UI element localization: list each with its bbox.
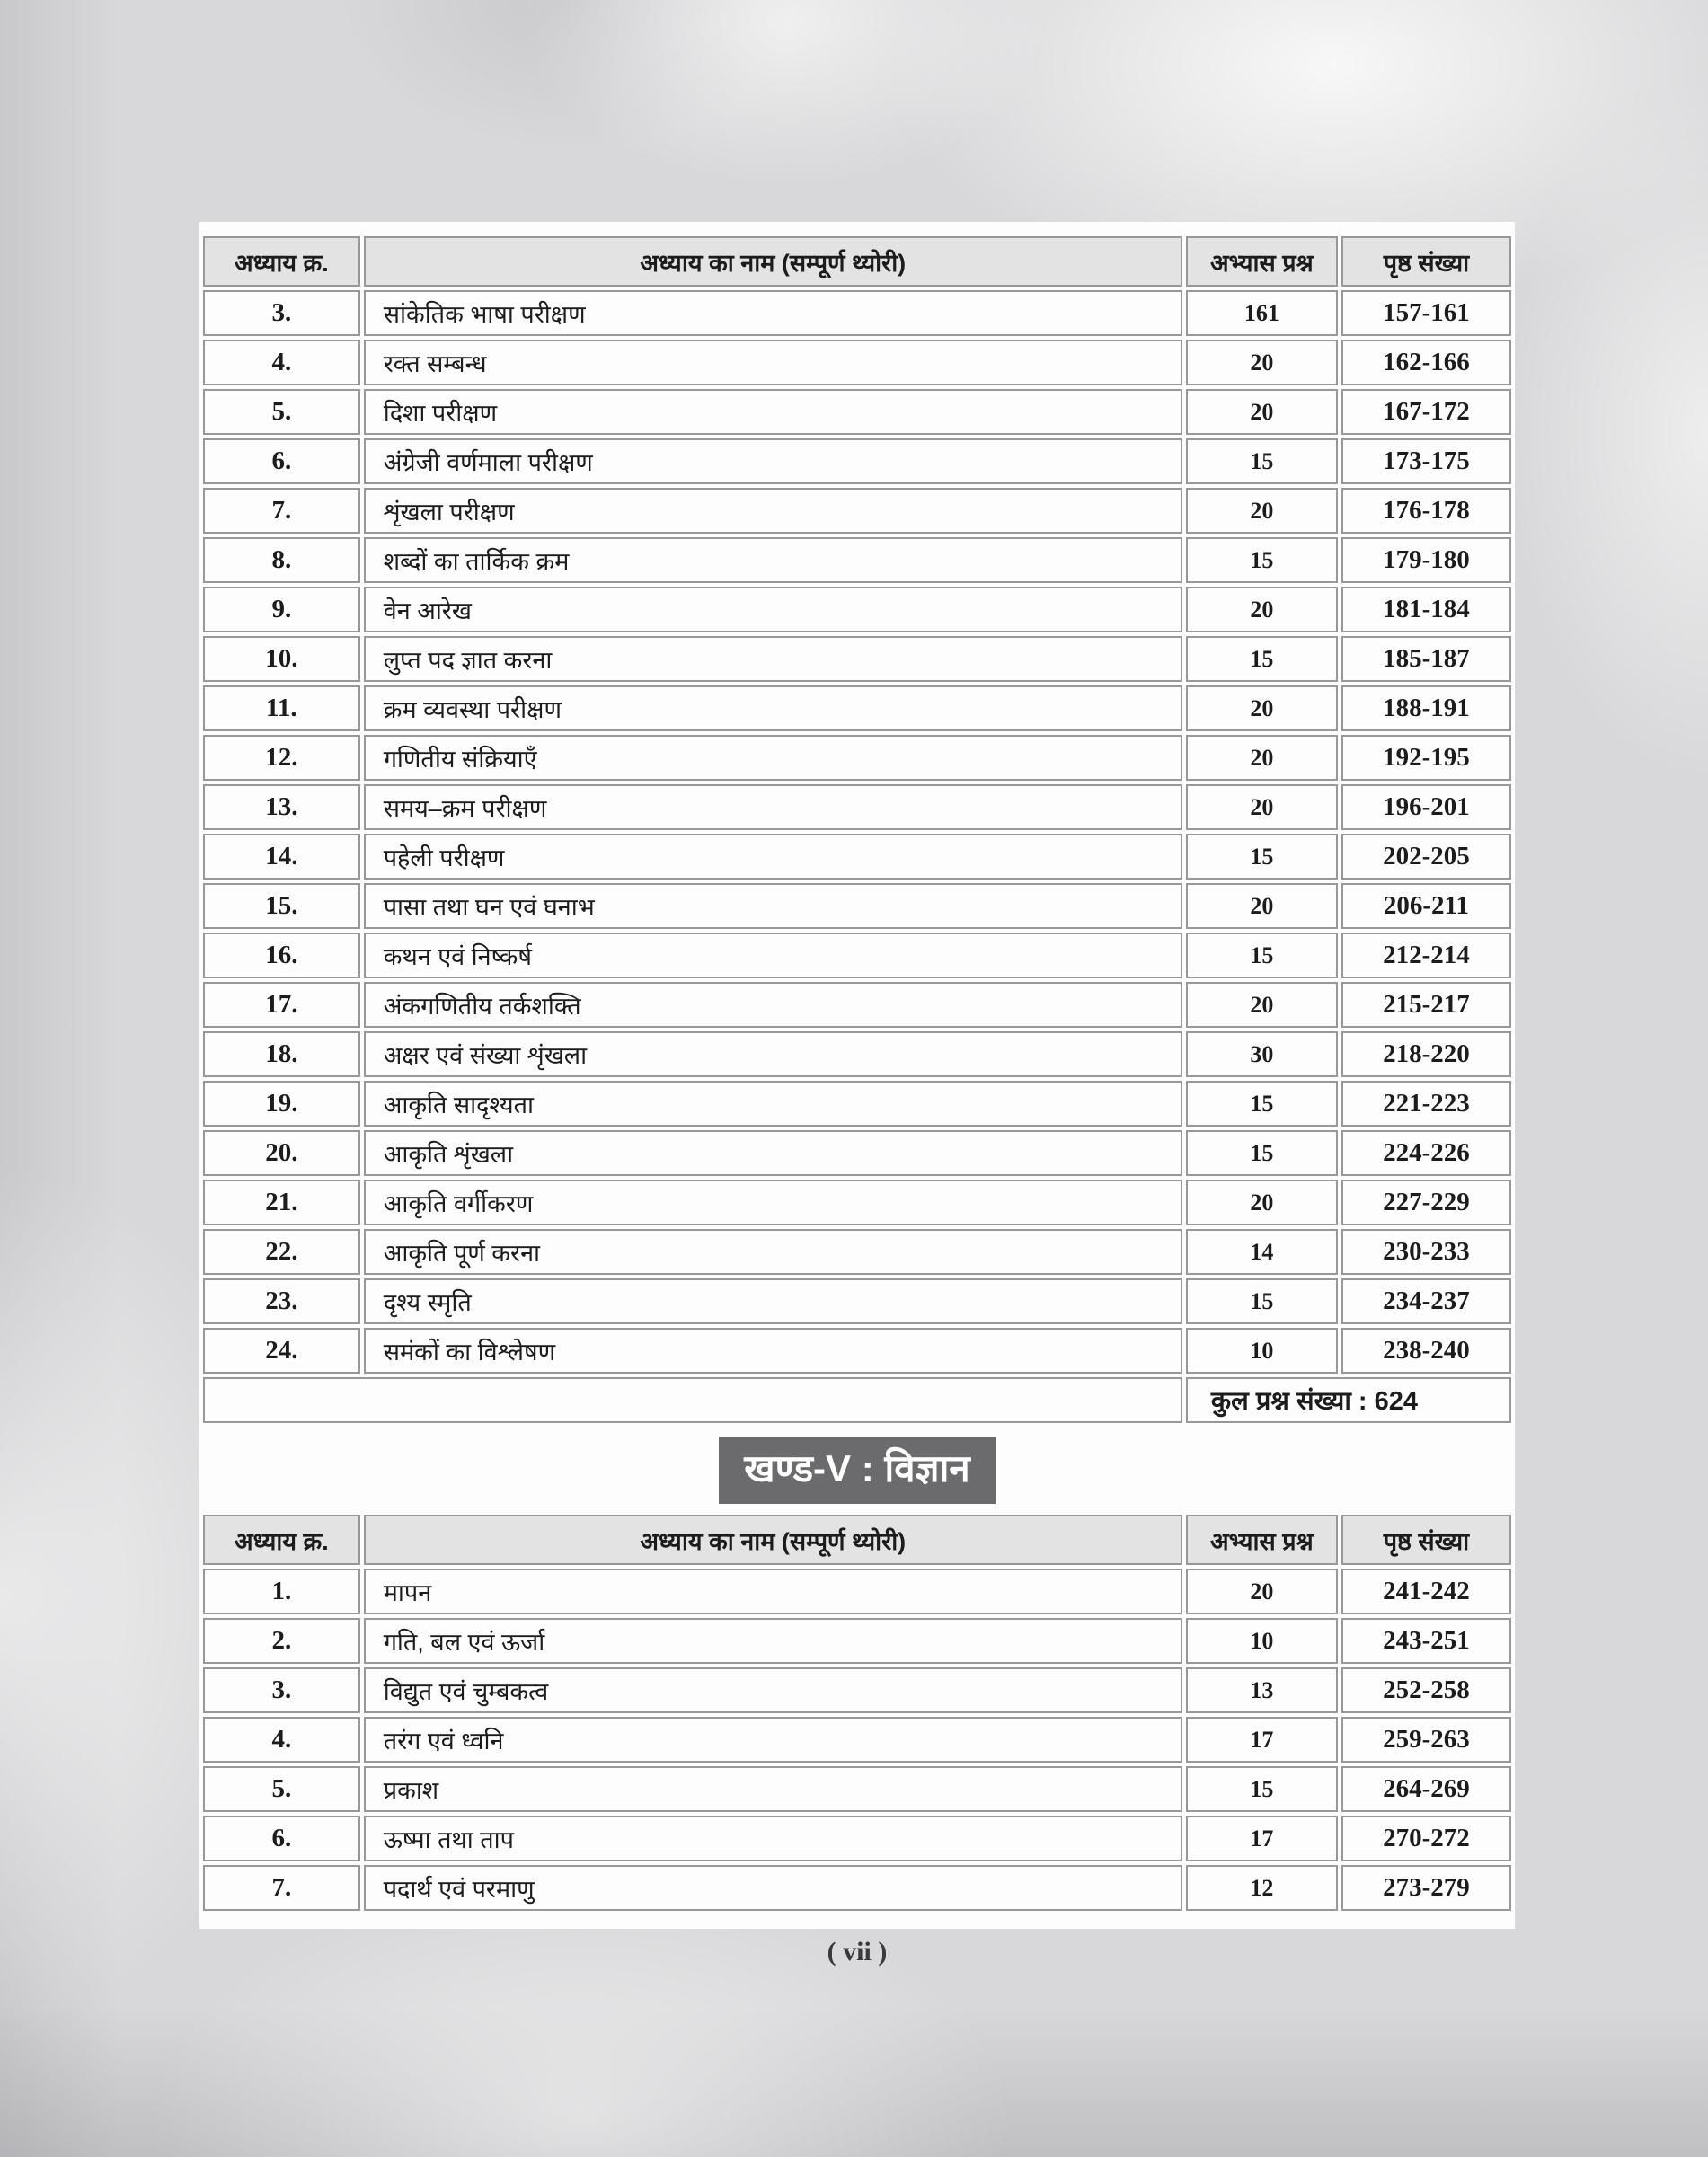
header-row bbox=[203, 236, 1511, 287]
chapter-number-cell: 24. bbox=[203, 1328, 360, 1374]
table-row bbox=[203, 784, 1511, 830]
chapter-name-cell: पदार्थ एवं परमाणु bbox=[364, 1865, 1182, 1911]
chapter-name-cell: समय–क्रम परीक्षण bbox=[364, 784, 1182, 830]
page-range-cell: 241-242 bbox=[1341, 1569, 1511, 1614]
practice-questions-cell: 20 bbox=[1186, 1180, 1338, 1225]
table-row bbox=[203, 340, 1511, 385]
practice-questions-cell: 20 bbox=[1186, 488, 1338, 534]
table-row bbox=[203, 1667, 1511, 1713]
chapter-name-cell: विद्युत एवं चुम्बकत्व bbox=[364, 1667, 1182, 1713]
chapter-name-cell: गति, बल एवं ऊर्जा bbox=[364, 1618, 1182, 1664]
practice-questions-cell: 15 bbox=[1186, 537, 1338, 583]
practice-questions-cell: 15 bbox=[1186, 1766, 1338, 1812]
practice-questions-cell: 20 bbox=[1186, 1569, 1338, 1614]
practice-questions-cell: 20 bbox=[1186, 982, 1338, 1028]
table-row bbox=[203, 290, 1511, 336]
page-range-cell: 215-217 bbox=[1341, 982, 1511, 1028]
table-row bbox=[203, 1081, 1511, 1127]
table-row bbox=[203, 537, 1511, 583]
page-range-cell: 273-279 bbox=[1341, 1865, 1511, 1911]
table-row bbox=[203, 1766, 1511, 1812]
column-header-practice-questions: अभ्यास प्रश्न bbox=[1186, 236, 1338, 287]
table-row bbox=[203, 1229, 1511, 1275]
chapter-name-cell: पासा तथा घन एवं घनाभ bbox=[364, 883, 1182, 929]
practice-questions-cell: 20 bbox=[1186, 389, 1338, 435]
practice-questions-cell: 13 bbox=[1186, 1667, 1338, 1713]
practice-questions-cell: 17 bbox=[1186, 1816, 1338, 1861]
practice-questions-cell: 20 bbox=[1186, 685, 1338, 731]
page-range-cell: 162-166 bbox=[1341, 340, 1511, 385]
chapter-number-cell: 20. bbox=[203, 1130, 360, 1176]
table-row bbox=[203, 636, 1511, 682]
chapter-number-cell: 14. bbox=[203, 834, 360, 880]
total-row bbox=[203, 1377, 1511, 1423]
practice-questions-cell: 15 bbox=[1186, 933, 1338, 978]
chapter-name-cell: ऊष्मा तथा ताप bbox=[364, 1816, 1182, 1861]
chapter-number-cell: 6. bbox=[203, 1816, 360, 1861]
practice-questions-cell: 20 bbox=[1186, 587, 1338, 632]
chapter-name-cell: दृश्य स्मृति bbox=[364, 1278, 1182, 1324]
page-range-cell: 238-240 bbox=[1341, 1328, 1511, 1374]
page-range-cell: 196-201 bbox=[1341, 784, 1511, 830]
practice-questions-cell: 15 bbox=[1186, 1130, 1338, 1176]
practice-questions-cell: 10 bbox=[1186, 1618, 1338, 1664]
page-number-footer: ( vii ) bbox=[827, 1937, 888, 1967]
page-range-cell: 234-237 bbox=[1341, 1278, 1511, 1324]
chapter-number-cell: 6. bbox=[203, 438, 360, 484]
table-row bbox=[203, 685, 1511, 731]
column-header-chapter-name: अध्याय का नाम (सम्पूर्ण थ्योरी) bbox=[364, 1515, 1182, 1565]
chapter-name-cell: दिशा परीक्षण bbox=[364, 389, 1182, 435]
practice-questions-cell: 15 bbox=[1186, 438, 1338, 484]
reasoning-table-body bbox=[203, 290, 1511, 1374]
science-toc-table bbox=[199, 1511, 1515, 1914]
chapter-name-cell: अंकगणितीय तर्कशक्ति bbox=[364, 982, 1182, 1028]
chapter-number-cell: 18. bbox=[203, 1031, 360, 1077]
page-range-cell: 179-180 bbox=[1341, 537, 1511, 583]
practice-questions-cell: 14 bbox=[1186, 1229, 1338, 1275]
table-row bbox=[203, 488, 1511, 534]
practice-questions-cell: 15 bbox=[1186, 1278, 1338, 1324]
practice-questions-cell: 15 bbox=[1186, 1081, 1338, 1127]
science-table-header bbox=[203, 1515, 1511, 1565]
total-row-spacer-cell bbox=[203, 1377, 1182, 1423]
chapter-number-cell: 3. bbox=[203, 1667, 360, 1713]
practice-questions-cell: 15 bbox=[1186, 636, 1338, 682]
page-range-cell: 264-269 bbox=[1341, 1766, 1511, 1812]
table-row bbox=[203, 933, 1511, 978]
chapter-name-cell: गणितीय संक्रियाएँ bbox=[364, 735, 1182, 781]
table-row bbox=[203, 1031, 1511, 1077]
page-range-cell: 176-178 bbox=[1341, 488, 1511, 534]
column-header-practice-questions: अभ्यास प्रश्न bbox=[1186, 1515, 1338, 1565]
chapter-number-cell: 5. bbox=[203, 1766, 360, 1812]
column-header-page-numbers: पृष्ठ संख्या bbox=[1341, 1515, 1511, 1565]
total-questions-label: कुल प्रश्न संख्या : 624 bbox=[1186, 1377, 1511, 1423]
reasoning-toc-table bbox=[199, 233, 1515, 1427]
chapter-number-cell: 1. bbox=[203, 1569, 360, 1614]
chapter-name-cell: अंग्रेजी वर्णमाला परीक्षण bbox=[364, 438, 1182, 484]
chapter-number-cell: 7. bbox=[203, 488, 360, 534]
chapter-name-cell: अक्षर एवं संख्या शृंखला bbox=[364, 1031, 1182, 1077]
chapter-number-cell: 3. bbox=[203, 290, 360, 336]
table-row bbox=[203, 1865, 1511, 1911]
chapter-name-cell: रक्त सम्बन्ध bbox=[364, 340, 1182, 385]
page-range-cell: 206-211 bbox=[1341, 883, 1511, 929]
table-row bbox=[203, 438, 1511, 484]
chapter-number-cell: 10. bbox=[203, 636, 360, 682]
page-range-cell: 218-220 bbox=[1341, 1031, 1511, 1077]
practice-questions-cell: 20 bbox=[1186, 340, 1338, 385]
chapter-number-cell: 19. bbox=[203, 1081, 360, 1127]
practice-questions-cell: 10 bbox=[1186, 1328, 1338, 1374]
table-row bbox=[203, 1180, 1511, 1225]
reasoning-table-total bbox=[203, 1377, 1511, 1423]
chapter-name-cell: लुप्त पद ज्ञात करना bbox=[364, 636, 1182, 682]
chapter-number-cell: 4. bbox=[203, 1717, 360, 1763]
chapter-number-cell: 12. bbox=[203, 735, 360, 781]
chapter-number-cell: 16. bbox=[203, 933, 360, 978]
page-range-cell: 221-223 bbox=[1341, 1081, 1511, 1127]
practice-questions-cell: 15 bbox=[1186, 834, 1338, 880]
chapter-name-cell: समंकों का विश्लेषण bbox=[364, 1328, 1182, 1374]
page-range-cell: 185-187 bbox=[1341, 636, 1511, 682]
table-row bbox=[203, 587, 1511, 632]
practice-questions-cell: 30 bbox=[1186, 1031, 1338, 1077]
table-row bbox=[203, 1816, 1511, 1861]
chapter-number-cell: 11. bbox=[203, 685, 360, 731]
practice-questions-cell: 161 bbox=[1186, 290, 1338, 336]
page-range-cell: 157-161 bbox=[1341, 290, 1511, 336]
table-row bbox=[203, 735, 1511, 781]
table-row bbox=[203, 1618, 1511, 1664]
page-range-cell: 252-258 bbox=[1341, 1667, 1511, 1713]
table-row bbox=[203, 982, 1511, 1028]
chapter-name-cell: तरंग एवं ध्वनि bbox=[364, 1717, 1182, 1763]
table-row bbox=[203, 834, 1511, 880]
chapter-number-cell: 17. bbox=[203, 982, 360, 1028]
practice-questions-cell: 20 bbox=[1186, 735, 1338, 781]
table-row bbox=[203, 1328, 1511, 1374]
chapter-name-cell: क्रम व्यवस्था परीक्षण bbox=[364, 685, 1182, 731]
chapter-number-cell: 15. bbox=[203, 883, 360, 929]
chapter-name-cell: आकृति शृंखला bbox=[364, 1130, 1182, 1176]
column-header-chapter-name: अध्याय का नाम (सम्पूर्ण थ्योरी) bbox=[364, 236, 1182, 287]
chapter-name-cell: शृंखला परीक्षण bbox=[364, 488, 1182, 534]
section-v-banner: खण्ड-V : विज्ञान bbox=[719, 1437, 995, 1504]
page-range-cell: 181-184 bbox=[1341, 587, 1511, 632]
page-range-cell: 167-172 bbox=[1341, 389, 1511, 435]
chapter-name-cell: कथन एवं निष्कर्ष bbox=[364, 933, 1182, 978]
page-range-cell: 270-272 bbox=[1341, 1816, 1511, 1861]
reasoning-table-header bbox=[203, 236, 1511, 287]
chapter-number-cell: 13. bbox=[203, 784, 360, 830]
page-range-cell: 227-229 bbox=[1341, 1180, 1511, 1225]
practice-questions-cell: 20 bbox=[1186, 883, 1338, 929]
chapter-name-cell: मापन bbox=[364, 1569, 1182, 1614]
chapter-name-cell: पहेली परीक्षण bbox=[364, 834, 1182, 880]
table-row bbox=[203, 1717, 1511, 1763]
page-range-cell: 212-214 bbox=[1341, 933, 1511, 978]
header-row bbox=[203, 1515, 1511, 1565]
chapter-number-cell: 8. bbox=[203, 537, 360, 583]
page-range-cell: 173-175 bbox=[1341, 438, 1511, 484]
science-table-body bbox=[203, 1569, 1511, 1911]
page-range-cell: 259-263 bbox=[1341, 1717, 1511, 1763]
chapter-number-cell: 7. bbox=[203, 1865, 360, 1911]
table-row bbox=[203, 389, 1511, 435]
chapter-number-cell: 9. bbox=[203, 587, 360, 632]
chapter-name-cell: आकृति वर्गीकरण bbox=[364, 1180, 1182, 1225]
chapter-number-cell: 5. bbox=[203, 389, 360, 435]
page-range-cell: 188-191 bbox=[1341, 685, 1511, 731]
page-range-cell: 230-233 bbox=[1341, 1229, 1511, 1275]
practice-questions-cell: 20 bbox=[1186, 784, 1338, 830]
chapter-name-cell: सांकेतिक भाषा परीक्षण bbox=[364, 290, 1182, 336]
column-header-chapter-no: अध्याय क्र. bbox=[203, 236, 360, 287]
page-range-cell: 192-195 bbox=[1341, 735, 1511, 781]
chapter-number-cell: 21. bbox=[203, 1180, 360, 1225]
chapter-number-cell: 23. bbox=[203, 1278, 360, 1324]
practice-questions-cell: 12 bbox=[1186, 1865, 1338, 1911]
content-panel bbox=[199, 222, 1515, 1929]
table-row bbox=[203, 1569, 1511, 1614]
table-row bbox=[203, 883, 1511, 929]
page-range-cell: 243-251 bbox=[1341, 1618, 1511, 1664]
table-row bbox=[203, 1130, 1511, 1176]
column-header-chapter-no: अध्याय क्र. bbox=[203, 1515, 360, 1565]
chapter-name-cell: शब्दों का तार्किक क्रम bbox=[364, 537, 1182, 583]
table-row bbox=[203, 1278, 1511, 1324]
chapter-number-cell: 22. bbox=[203, 1229, 360, 1275]
chapter-number-cell: 2. bbox=[203, 1618, 360, 1664]
chapter-name-cell: प्रकाश bbox=[364, 1766, 1182, 1812]
chapter-number-cell: 4. bbox=[203, 340, 360, 385]
chapter-name-cell: वेन आरेख bbox=[364, 587, 1182, 632]
column-header-page-numbers: पृष्ठ संख्या bbox=[1341, 236, 1511, 287]
chapter-name-cell: आकृति सादृश्यता bbox=[364, 1081, 1182, 1127]
chapter-name-cell: आकृति पूर्ण करना bbox=[364, 1229, 1182, 1275]
page-range-cell: 202-205 bbox=[1341, 834, 1511, 880]
practice-questions-cell: 17 bbox=[1186, 1717, 1338, 1763]
page-range-cell: 224-226 bbox=[1341, 1130, 1511, 1176]
